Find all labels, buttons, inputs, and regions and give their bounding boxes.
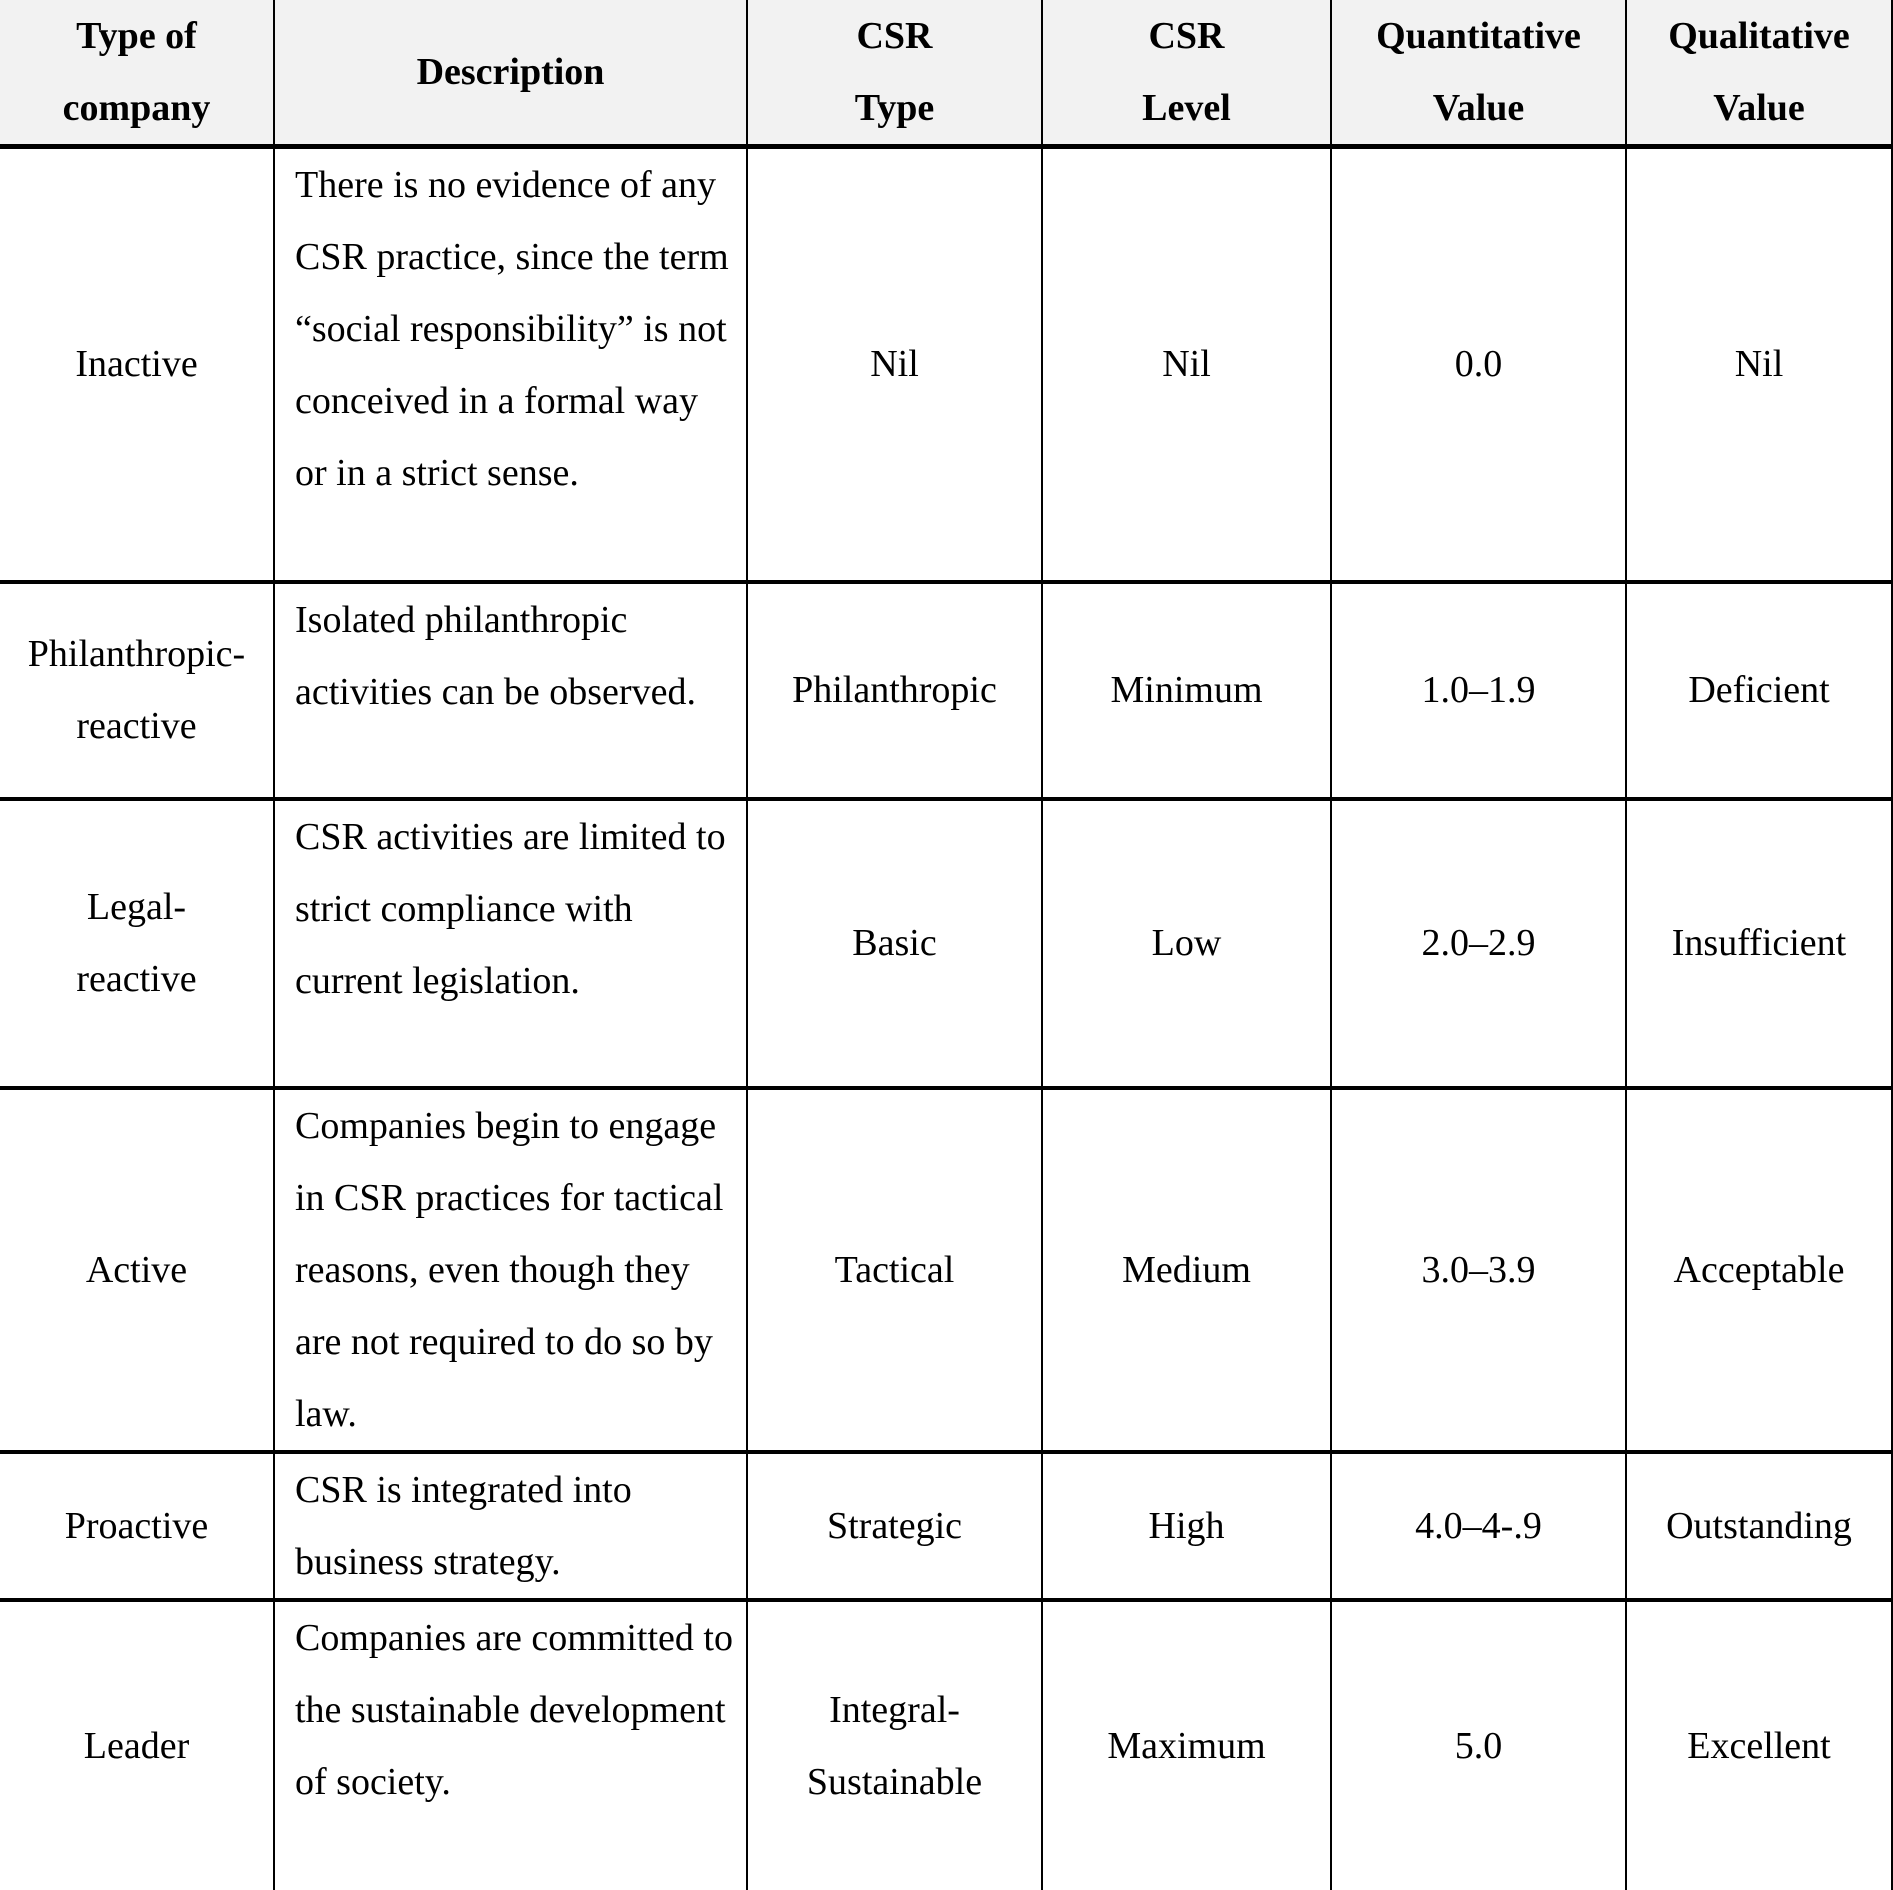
cell-csr-type: Philanthropic	[747, 582, 1042, 799]
table-row	[0, 799, 1892, 1088]
header-quantitative-value	[1331, 0, 1626, 147]
table-body	[0, 147, 1892, 1890]
header-line: Value	[1432, 87, 1525, 129]
cell-csr-level: Maximum	[1042, 1600, 1331, 1890]
cell-csr-level: Nil	[1042, 147, 1331, 582]
cell-type: Active	[0, 1088, 274, 1452]
header-qualitative-value	[1626, 0, 1892, 147]
header-line: CSR	[1148, 15, 1225, 57]
cell-csr-type: Tactical	[747, 1088, 1042, 1452]
cell-csr-level: Minimum	[1042, 582, 1331, 799]
cell-csr-type: Strategic	[747, 1452, 1042, 1600]
header-line: Type of	[76, 15, 197, 57]
header-description	[274, 0, 747, 147]
table-row	[0, 1600, 1892, 1890]
cell-qualitative: Deficient	[1626, 582, 1892, 799]
cell-type: Philanthropic-reactive	[0, 582, 274, 799]
cell-csr-type: Basic	[747, 799, 1042, 1088]
cell-description: There is no evidence of any CSR practice, since the term “social responsibility” is not conceived in a formal way or in a strict sense.	[274, 147, 747, 582]
cell-description: CSR activities are limited to strict compliance with current legislation.	[274, 799, 747, 1088]
cell-qualitative: Acceptable	[1626, 1088, 1892, 1452]
header-line: Description	[416, 51, 605, 93]
cell-quantitative: 5.0	[1331, 1600, 1626, 1890]
cell-description: Companies begin to engage in CSR practices for tactical reasons, even though they are not required to do so by law.	[274, 1088, 747, 1452]
cell-description: Isolated philanthropic activities can be observed.	[274, 582, 747, 799]
cell-description: CSR is integrated into business strategy.	[274, 1452, 747, 1600]
header-line: Level	[1142, 87, 1231, 129]
table-row	[0, 147, 1892, 582]
cell-quantitative: 1.0–1.9	[1331, 582, 1626, 799]
header-line: Qualitative	[1668, 15, 1850, 57]
header-line: Quantitative	[1376, 15, 1581, 57]
cell-qualitative: Excellent	[1626, 1600, 1892, 1890]
table-row	[0, 582, 1892, 799]
cell-description: Companies are committed to the sustainable development of society.	[274, 1600, 747, 1890]
cell-quantitative: 4.0–4-.9	[1331, 1452, 1626, 1600]
cell-type: Leader	[0, 1600, 274, 1890]
header-csr-type	[747, 0, 1042, 147]
cell-csr-type: Integral-Sustainable	[747, 1600, 1042, 1890]
cell-type: Inactive	[0, 147, 274, 582]
header-line: Type	[854, 87, 935, 129]
cell-qualitative: Insufficient	[1626, 799, 1892, 1088]
cell-csr-type: Nil	[747, 147, 1042, 582]
cell-type: Proactive	[0, 1452, 274, 1600]
cell-quantitative: 0.0	[1331, 147, 1626, 582]
cell-csr-level: High	[1042, 1452, 1331, 1600]
table-row	[0, 1088, 1892, 1452]
table-row	[0, 1452, 1892, 1600]
cell-quantitative: 2.0–2.9	[1331, 799, 1626, 1088]
header-type-of-company	[0, 0, 274, 147]
header-line: company	[62, 87, 211, 129]
header-row	[0, 0, 1892, 147]
cell-quantitative: 3.0–3.9	[1331, 1088, 1626, 1452]
table-header	[0, 0, 1892, 147]
cell-qualitative: Nil	[1626, 147, 1892, 582]
cell-type: Legal-reactive	[0, 799, 274, 1088]
header-line: CSR	[856, 15, 933, 57]
header-line: Value	[1713, 87, 1805, 129]
header-csr-level	[1042, 0, 1331, 147]
cell-csr-level: Medium	[1042, 1088, 1331, 1452]
cell-csr-level: Low	[1042, 799, 1331, 1088]
cell-qualitative: Outstanding	[1626, 1452, 1892, 1600]
